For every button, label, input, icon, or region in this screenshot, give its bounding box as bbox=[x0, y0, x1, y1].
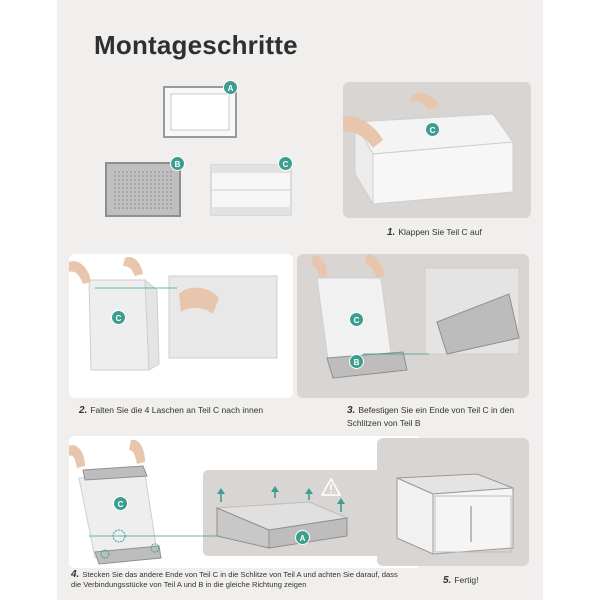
step-4-text: Stecken Sie das andere Ende von Teil C in die Schlitze von Teil A und achten Sie darauf, dass die Verbindungsstücke von Teil A und B in die gleiche Richtung zeigen bbox=[71, 570, 398, 589]
step-4-number: 4. bbox=[71, 569, 80, 580]
step-2-illustration bbox=[69, 254, 293, 398]
badge-step4-a: A bbox=[295, 530, 310, 545]
step-2-caption bbox=[79, 404, 299, 417]
step-3-text: Befestigen Sie ein Ende von Teil C in den Schlitzen von Teil B bbox=[347, 405, 515, 428]
page-title: Montageschritte bbox=[94, 30, 298, 60]
instruction-sheet bbox=[57, 0, 543, 600]
badge-step1-c: C bbox=[425, 122, 440, 137]
step-2-drawing bbox=[69, 254, 293, 398]
step-1-text: Klappen Sie Teil C auf bbox=[398, 227, 482, 237]
step-3-number: 3. bbox=[347, 405, 356, 416]
warning-icon bbox=[321, 478, 341, 496]
step-1-drawing bbox=[343, 82, 531, 218]
part-c-drawing bbox=[210, 164, 292, 216]
step-5-text: Fertig! bbox=[454, 575, 479, 585]
badge-step4-c: C bbox=[113, 496, 128, 511]
part-c-panel bbox=[210, 164, 292, 216]
step-1-number: 1. bbox=[387, 227, 396, 238]
badge-part-c: C bbox=[278, 156, 293, 171]
step-4-caption bbox=[71, 570, 401, 590]
badge-part-b: B bbox=[170, 156, 185, 171]
step-5-drawing bbox=[377, 438, 529, 566]
step-3-caption bbox=[347, 404, 537, 429]
step-1-caption bbox=[387, 226, 537, 239]
badge-step3-c: C bbox=[349, 312, 364, 327]
step-4-illustration bbox=[69, 436, 421, 568]
step-1-illustration bbox=[343, 82, 531, 218]
step-5-number: 5. bbox=[443, 575, 452, 586]
step-2-number: 2. bbox=[79, 405, 88, 416]
part-b-drawing bbox=[105, 162, 181, 217]
badge-step2-c: C bbox=[111, 310, 126, 325]
step-2-text: Falten Sie die 4 Laschen an Teil C nach innen bbox=[90, 405, 264, 415]
step-5-caption bbox=[443, 574, 533, 587]
step-3-drawing bbox=[297, 254, 529, 398]
badge-step3-b: B bbox=[349, 354, 364, 369]
step-3-illustration bbox=[297, 254, 529, 398]
part-b-panel bbox=[105, 162, 181, 217]
step-5-illustration bbox=[377, 438, 529, 566]
badge-part-a: A bbox=[223, 80, 238, 95]
